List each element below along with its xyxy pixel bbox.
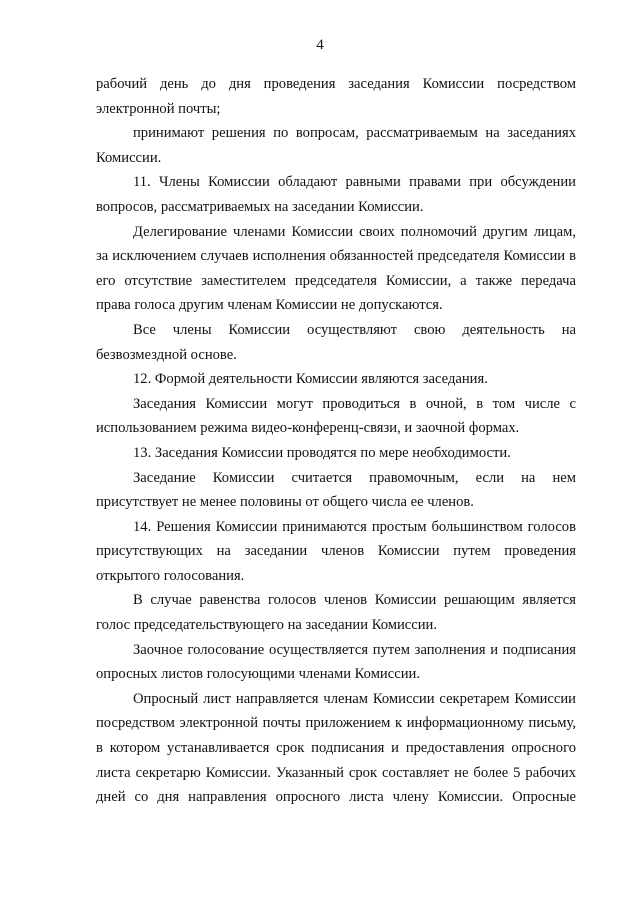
paragraph-meeting-forms: Заседания Комиссии могут проводиться в очной, в том числе с использованием режима видео-конференц-связи, и заочной формах. [96, 395, 576, 437]
paragraph-questionnaire: Опросный лист направляется членам Комиссии секретарем Комиссии посредством электронной почты приложением к информационному письму, в котором устанавливается срок подписания и предоставления опросного листа секретарю Комиссии. Указанный срок составляет не более 5 рабочих дней со дня направления опросного листа члену Комиссии. Опросные [96, 690, 576, 806]
document-body [96, 72, 576, 810]
paragraph-tie-vote: В случае равенства голосов членов Комиссии решающим является голос председательствующего на заседании Комиссии. [96, 592, 576, 634]
paragraph-absentee-voting: Заочное голосование осуществляется путем заполнения и подписания опросных листов голосующими членами Комиссии. [96, 641, 576, 683]
page-number: 4 [316, 37, 324, 53]
paragraph-decisions: принимают решения по вопросам, рассматриваемым на заседаниях Комиссии. [96, 125, 576, 166]
paragraph-delegation: Делегирование членами Комиссии своих полномочий другим лицам, за исключением случаев исполнения обязанностей председателя Комиссии в его отсутствие заместителем председателя Комиссии, а также передача права голоса другим членам Комиссии не допускаются. [96, 223, 576, 314]
paragraph-clause-11: 11. Члены Комиссии обладают равными правами при обсуждении вопросов, рассматриваемых на заседании Комиссии. [96, 174, 576, 215]
paragraph-quorum: Заседание Комиссии считается правомочным, если на нем присутствует не менее половины от общего числа ее членов. [96, 469, 576, 511]
paragraph-clause-12: 12. Формой деятельности Комиссии являются заседания. [133, 371, 488, 388]
paragraph-clause-13: 13. Заседания Комиссии проводятся по мере необходимости. [133, 444, 511, 461]
paragraph-continuation: рабочий день до дня проведения заседания Комиссии посредством электронной почты; [96, 76, 576, 117]
paragraph-clause-14: 14. Решения Комиссии принимаются простым большинством голосов присутствующих на заседании членов Комиссии путем проведения открытого голосования. [96, 518, 576, 584]
paragraph-unpaid-basis: Все члены Комиссии осуществляют свою деятельность на безвозмездной основе. [96, 321, 576, 363]
